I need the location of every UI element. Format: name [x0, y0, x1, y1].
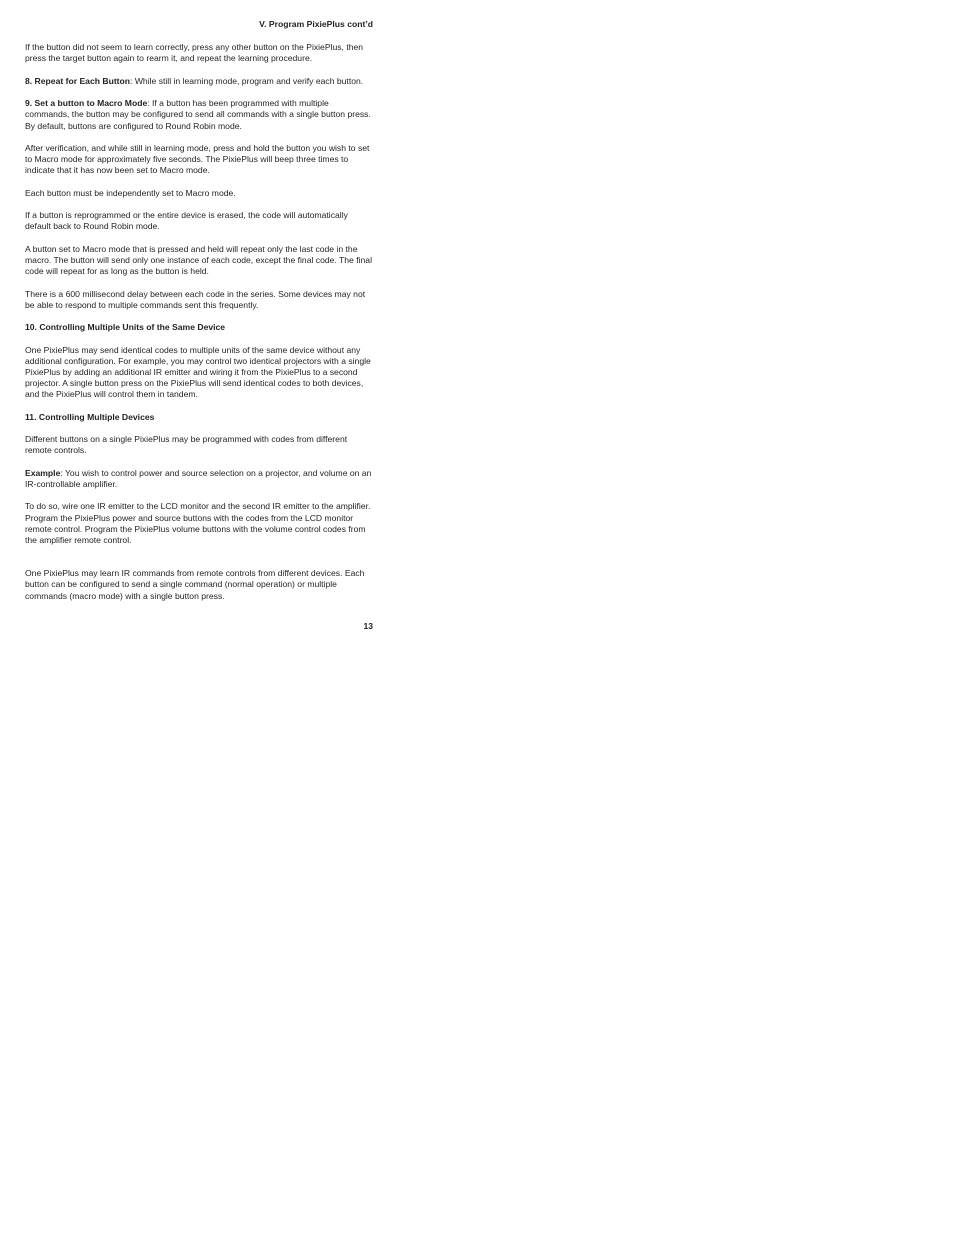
example-text: : You wish to control power and source selection on a projector, and volume on an IR-controllable amplifier. [25, 467, 372, 489]
example-label: Example [25, 467, 61, 478]
section-header: V. Program PixiePlus cont’d [259, 19, 373, 29]
paragraph-delay: There is a 600 millisecond delay between each code in the series. Some devices may not be able to respond to multiple commands sent this frequently. [25, 288, 366, 310]
page-number: 13 [363, 620, 373, 631]
step-8-text: : While still in learning mode, program and verify each button. [130, 75, 364, 86]
paragraph-verification: After verification, and while still in learning mode, press and hold the button you wish to set to Macro mode for approximately five seconds. The PixiePlus will beep three times to indicate that it has now been set to Macro mode. [25, 142, 370, 176]
paragraph-press-hold: A button set to Macro mode that is pressed and held will repeat only the last code in the macro. The button will send only one instance of each code, except the final code. The final code will repeat for as long as the button is held. [25, 243, 372, 277]
step-10-heading: 10. Controlling Multiple Units of the Same Device [25, 322, 226, 333]
paragraph-different-buttons: Different buttons on a single PixiePlus may be programmed with codes from different remote controls. [25, 434, 348, 456]
paragraph-example [25, 468, 373, 490]
step-9-heading: 9. Set a button to Macro Mode [25, 98, 148, 109]
paragraph-independent: Each button must be independently set to Macro mode. [25, 187, 236, 198]
page-content [25, 19, 373, 632]
step-8-heading: 8. Repeat for Each Button [25, 75, 131, 86]
paragraph-multiple-units: One PixiePlus may send identical codes to multiple units of the same device without any additional configuration. For example, you may control two identical projectors with a single PixiePlus by adding an additional IR emitter and wiring it from the PixiePlus to a second projector. A single button press on the PixiePlus will send identical codes to both devices, and the PixiePlus will control them in tandem. [25, 344, 371, 400]
paragraph-relearn: If the button did not seem to learn correctly, press any other button on the PixiePlus, then press the target button again to rearm it, and repeat the learning procedure. [25, 42, 364, 64]
step-11-heading: 11. Controlling Multiple Devices [25, 411, 155, 422]
paragraph-wiring: To do so, wire one IR emitter to the LCD monitor and the second IR emitter to the amplifier. Program the PixiePlus power and source buttons with the codes from the LCD monitor remote control. Program the PixiePlus volume buttons with the volume control codes from the amplifier remote control. [25, 501, 371, 545]
paragraph-repeat-each-button [25, 76, 373, 87]
paragraph-learn-commands: One PixiePlus may learn IR commands from remote controls from different devices. Each button can be configured to send a single command (normal operation) or multiple commands (macro mode) with a single button press. [25, 568, 365, 601]
paragraph-macro-mode [25, 98, 373, 132]
step-9-text: : If a button has been programmed with multiple commands, the button may be configured to send all commands with a single button press. By default, buttons are configured to Round Robin mode. [25, 98, 371, 131]
paragraph-reprogram: If a button is reprogrammed or the entire device is erased, the code will automatically default back to Round Robin mode. [25, 210, 348, 232]
